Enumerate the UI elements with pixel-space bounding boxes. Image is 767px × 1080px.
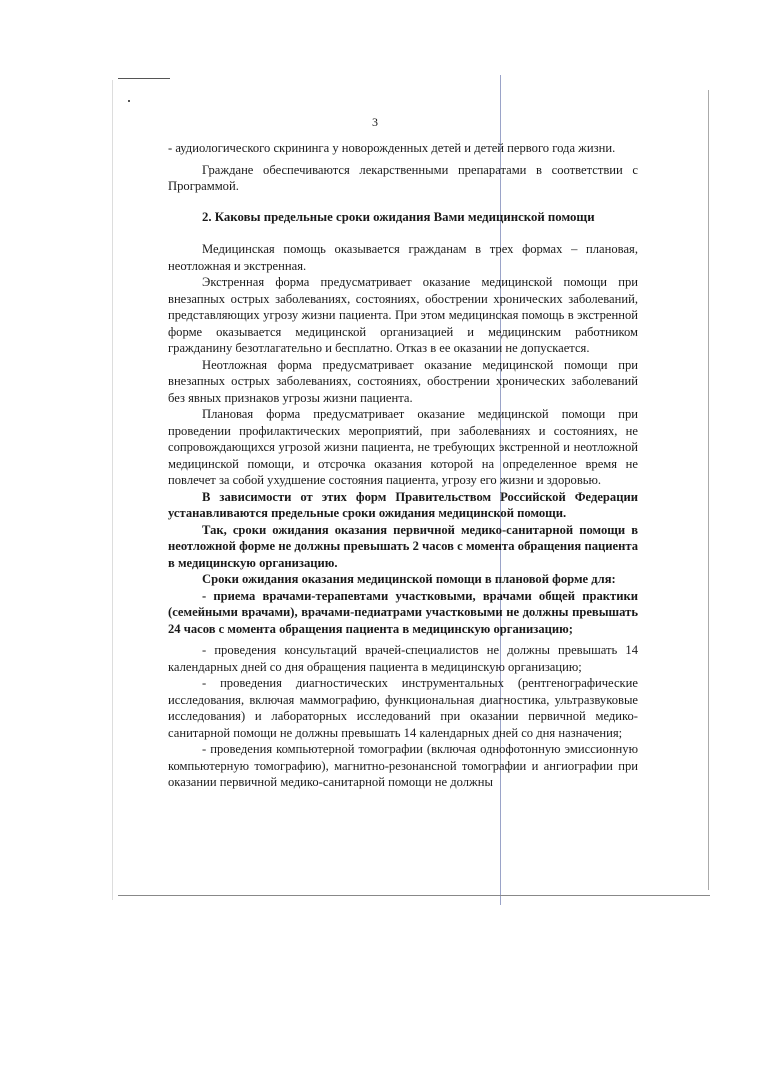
list-item: - проведения компьютерной томографии (включая однофотонную эмиссионную компьютерную томографию), магнитно-резонансной томографии и ангиографии при оказании первичной медико-санитарной помощи не должны	[168, 742, 638, 789]
paragraph: - аудиологического скрининга у новорожденных детей и детей первого года жизни.	[168, 141, 616, 155]
document-body	[168, 140, 638, 791]
scan-dot	[128, 100, 130, 102]
list-item: - приема врачами-терапевтами участковыми, врачами общей практики (семейными врачами), врачами-педиатрами участковыми не должны превышать 24 часов с момента обращения пациента в медицинскую организацию;	[168, 588, 638, 636]
paragraph: Сроки ожидания оказания медицинской помощи в плановой форме для:	[202, 572, 616, 586]
paragraph: В зависимости от этих форм Правительством Российской Федерации устанавливаются предельные сроки ожидания медицинской помощи.	[168, 489, 638, 520]
paragraph: Медицинская помощь оказывается гражданам в трех формах – плановая, неотложная и экстренная.	[168, 242, 638, 273]
scan-mark	[118, 78, 170, 79]
paragraph: Плановая форма предусматривает оказание медицинской помощи при проведении профилактических мероприятий, при заболеваниях и состояниях, не сопровождающихся угрозой жизни пациента, не требующих экстренной и неотложной медицинской помощи, и отсрочка оказания которой на определенное время не повлечет за собой ухудшение состояния пациента, угрозу его жизни и здоровью.	[168, 407, 638, 487]
section-heading: 2. Каковы предельные сроки ожидания Вами медицинской помощи	[202, 209, 595, 224]
paragraph: Неотложная форма предусматривает оказание медицинской помощи при внезапных острых заболеваниях, состояниях, обострении хронических заболеваний без явных признаков угрозы жизни пациента.	[168, 357, 638, 405]
page-bottom-edge	[118, 895, 710, 896]
scan-left-edge	[112, 80, 113, 900]
list-item: - проведения консультаций врачей-специалистов не должны превышать 14 календарных дней со дня обращения пациента в медицинскую организацию;	[168, 643, 638, 674]
paragraph: Так, сроки ожидания оказания первичной медико-санитарной помощи в неотложной форме не должны превышать 2 часов с момента обращения пациента в медицинскую организацию.	[168, 522, 638, 570]
list-item: - проведения диагностических инструментальных (рентгенографические исследования, включая маммографию, функциональная диагностика, ультразвуковые исследования) и лабораторных исследований при оказании первичной медико-санитарной помощи не должны превышать 14 календарных дней со дня назначения;	[168, 676, 638, 740]
paragraph: Экстренная форма предусматривает оказание медицинской помощи при внезапных острых заболеваниях, состояниях, обострении хронических заболеваний, представляющих угрозу жизни пациента. При этом медицинская помощь в экстренной форме оказывается медицинской организацией и медицинским работником гражданину безотлагательно и бесплатно. Отказ в ее оказании не допускается.	[168, 275, 638, 355]
paragraph: Граждане обеспечиваются лекарственными препаратами в соответствии с Программой.	[168, 162, 638, 193]
scan-right-edge	[708, 90, 709, 890]
page-number: 3	[372, 115, 378, 129]
